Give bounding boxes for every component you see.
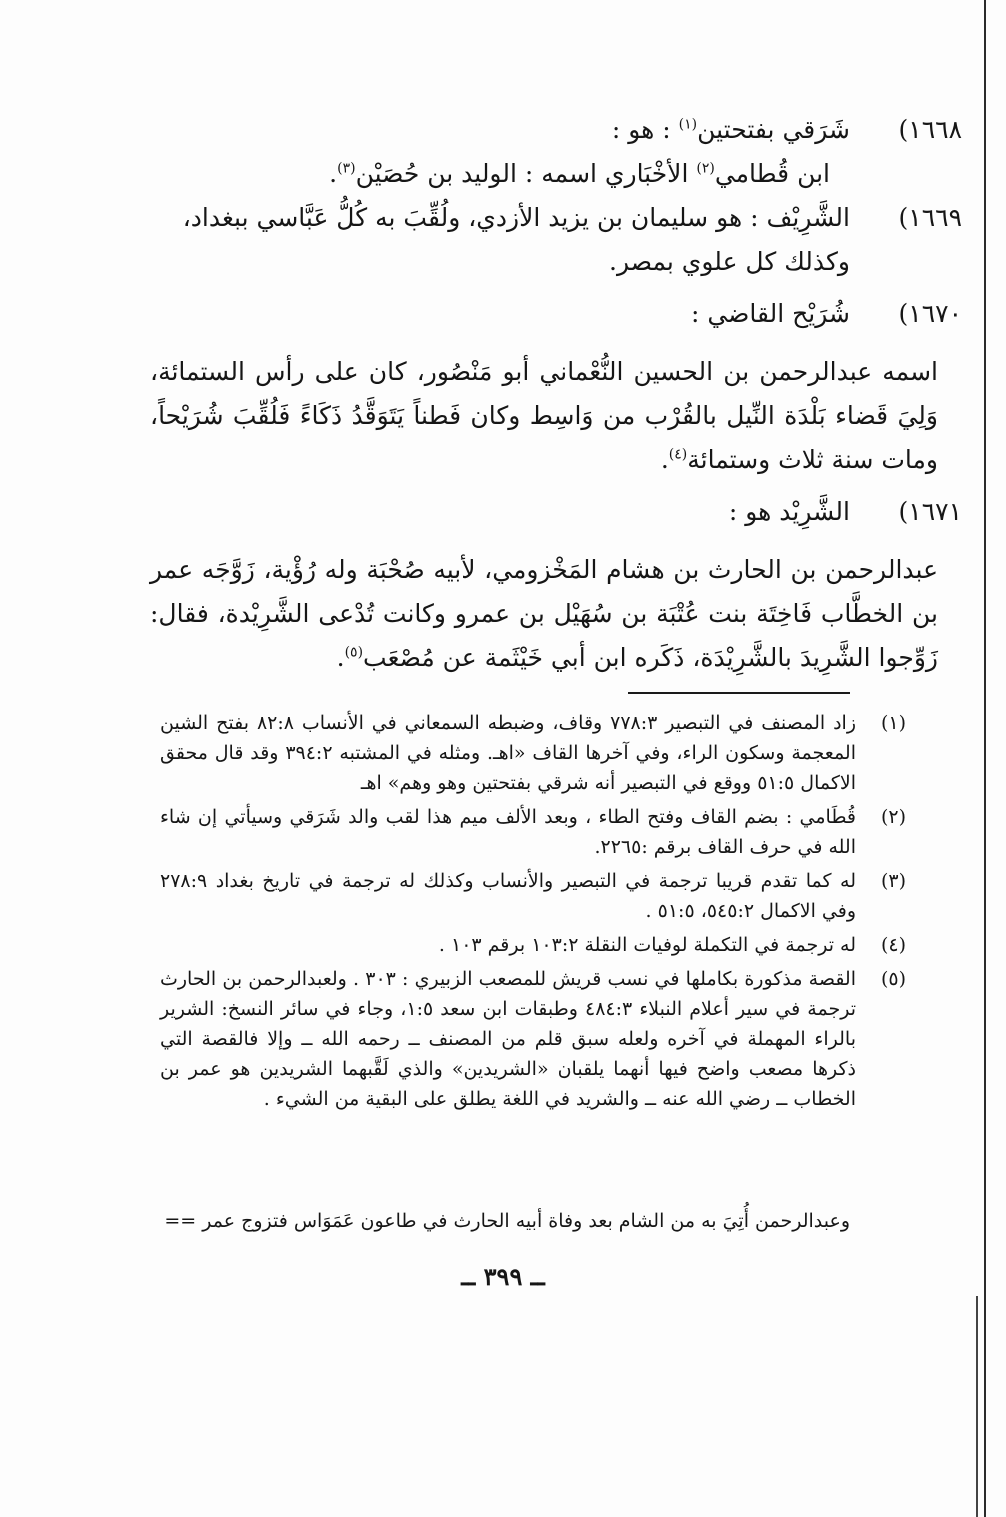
footnote xyxy=(160,930,906,960)
entry-1671 xyxy=(150,490,962,680)
footnote-ref[interactable]: (٣) xyxy=(337,160,356,177)
page-number: ــ ٣٩٩ ــ xyxy=(461,1262,545,1291)
entry-number: ١٦٧٠) xyxy=(898,299,962,328)
entry-1669 xyxy=(150,196,962,284)
footnote xyxy=(160,802,906,862)
footnote xyxy=(160,708,906,798)
footnote-ref[interactable]: (١) xyxy=(678,116,698,133)
footnote-number: (١) xyxy=(880,712,906,734)
footnote xyxy=(160,866,906,926)
footnote-text: قُطَامي : بضم القاف وفتح الطاء ، وبعد الألف ميم هذا لقب والد شَرَقي وسيأتي إن شاء الله في حرف القاف برقم :٢٢٦٥. xyxy=(160,806,856,858)
entry-1670 xyxy=(150,292,962,482)
entry-body: اسمه عبدالرحمن بن الحسين النُّعْماني أبو مَنْصُور، كان على رأس الستمائة، وَلِيَ قَضاء بَلْدَة النِّيل بالقُرْب من وَاسِط وكان فَطناً يَتَوَقَّدُ ذَكَاءً فَلُقِّبَ شُرَيْحاً، ومات سنة ثلاث وستمائة$^{(٤)}$. xyxy=(150,357,938,474)
footnote-number: (٤) xyxy=(880,934,906,956)
footnote-continuation: وعبدالرحمن أُتِيَ به من الشام بعد وفاة أبيه الحارث في طاعون عَمَوَاس فتزوج عمر == xyxy=(164,1210,850,1232)
entry-heading: شُرَيْح القاضي : xyxy=(690,299,850,328)
footnote-ref[interactable]: (٢) xyxy=(696,160,715,177)
main-text xyxy=(150,108,962,680)
entry-number: ١٦٧١) xyxy=(898,497,962,526)
footnote-number: (٣) xyxy=(880,870,906,892)
entry-heading: شَرَقي بفتحتين$^{(١)}$ : هو : xyxy=(611,115,850,144)
scan-edge-line-lower xyxy=(976,1296,978,1517)
entry-body: عبدالرحمن بن الحارث بن هشام المَخْزومي، لأبيه صُحْبَة وله رُؤْية، زَوَّجَه عمر بن الخطَّاب فَاخِتَة بنت عُتْبَة بن سُهَيْل بن عمرو وكانت تُدْعى الشَّرِيْدة، فقال: زَوِّجوا الشَّرِيدَ بالشَّرِيْدَة، ذَكَره ابن أبي خَيْثَمة عن مُصْعَب$^{(٥)}$. xyxy=(150,555,938,672)
footnotes xyxy=(160,708,906,1118)
footnote-ref[interactable]: (٤) xyxy=(668,446,688,463)
entry-number: ١٦٦٨) xyxy=(898,115,962,144)
entry-1668 xyxy=(150,108,962,196)
footnote-separator xyxy=(628,692,850,694)
entry-heading: الشَّرِيْد هو : xyxy=(728,497,850,526)
footnote-number: (٥) xyxy=(880,968,906,990)
entry-number: ١٦٦٩) xyxy=(898,203,962,232)
footnote xyxy=(160,964,906,1114)
footnote-text: له ترجمة في التكملة لوفيات النقلة ١٠٣:٢ برقم ١٠٣ . xyxy=(438,934,856,956)
footnote-text: القصة مذكورة بكاملها في نسب قريش للمصعب الزبيري : ٣٠٣ . ولعبدالرحمن بن الحارث ترجمة في سير أعلام النبلاء ٤٨٤:٣ وطبقات ابن سعد ١:٥، وجاء في سائر النسخ: الشرير بالراء المهملة في آخره ولعله سبق قلم من المصنف ــ رحمه الله ــ وإلا فالقصة التي ذكرها مصعب واضح فيها أنهما يلقبان «الشريدين» والذي لَقَّبهما الشريدين هو عمر بن الخطاب ــ رضي الله عنه ــ والشريد في اللغة يطلق على البقية من الشيء . xyxy=(160,968,857,1110)
entry-body: وكذلك كل علوي بمصر. xyxy=(609,247,850,276)
entry-heading: الشَّرِيْف : هو سليمان بن يزيد الأزدي، ولُقِّبَ به كُلُّ عَبَّاسي ببغداد، xyxy=(182,203,850,232)
footnote-ref[interactable]: (٥) xyxy=(344,644,364,661)
footnote-text: زاد المصنف في التبصير ٧٧٨:٣ وقاف، وضبطه السمعاني في الأنساب ٨٢:٨ بفتح الشين المعجمة وسكون الراء، وفي آخرها القاف «اهـ. ومثله في المشتبه ٣٩٤:٢ وقد قال محقق الاكمال ٥١:٥ ووقع في التبصير أنه شرقي بفتحتين وهو وهم» اهـ xyxy=(160,712,856,794)
footnote-number: (٢) xyxy=(880,806,906,828)
footnote-text: له كما تقدم قريبا ترجمة في التبصير والأنساب وكذلك له ترجمة في تاريخ بغداد ٢٧٨:٩ وفي الاكمال ٥٤٥:٢، ٥١:٥ . xyxy=(160,870,856,922)
entry-body: ابن قُطامي$^{(٢)}$ الأخْبَاري اسمه : الوليد بن حُصَيْن$^{(٣)}$. xyxy=(329,159,830,188)
